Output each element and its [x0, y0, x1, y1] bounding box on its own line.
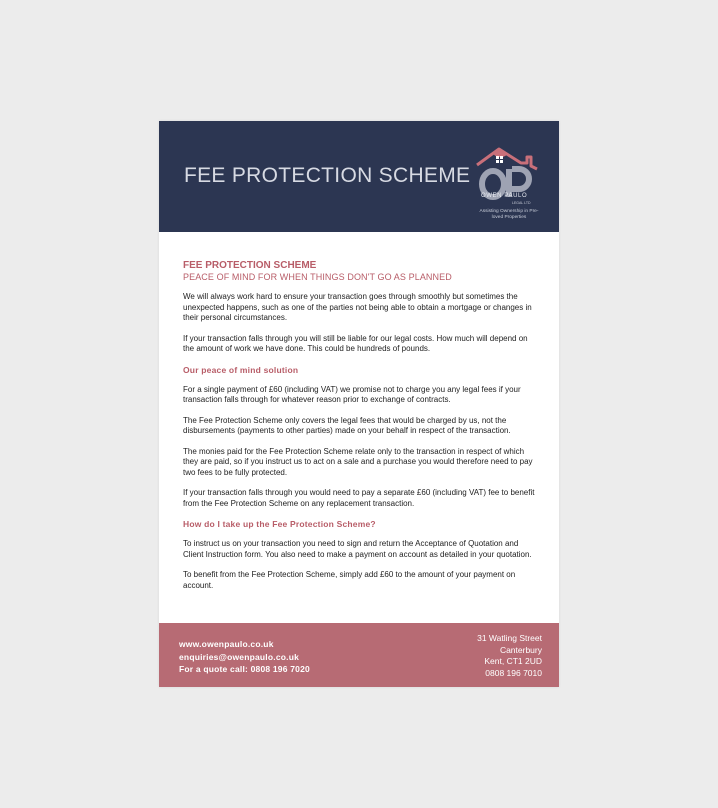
footer-bar [159, 623, 559, 687]
take-up-paragraph: To benefit from the Fee Protection Scheme, simply add £60 to the amount of your payment on account. [183, 570, 516, 590]
address-line: Canterbury [499, 644, 542, 655]
solution-paragraph: The monies paid for the Fee Protection Scheme relate only to the transaction in respect of which they are paid, so if you instruct us to act on a sale and a purchase you would therefore need to pay two fees to be fully protected. [183, 446, 533, 477]
header-banner [159, 121, 559, 232]
take-up-paragraph: To instruct us on your transaction you need to sign and return the Acceptance of Quotation and Client Instruction form. You also need to make a payment on account as detailed in your quotation. [183, 539, 532, 559]
document-page [159, 121, 559, 687]
document-title: FEE PROTECTION SCHEME [183, 260, 317, 271]
address-line: 31 Watling Street [477, 633, 542, 643]
intro-paragraph: If your transaction falls through you will still be liable for our legal costs. How much will depend on the amount of work we have done. This could be hundreds of pounds. [183, 333, 528, 353]
solution-paragraph: The Fee Protection Scheme only covers the legal fees that would be charged by us, not the disbursements (payments to other parties) made on your behalf in respect of the transaction. [183, 415, 511, 435]
footer-address [477, 633, 542, 679]
logo-suffix: LEGAL LTD [512, 201, 531, 205]
quote-phone: For a quote call: 0808 196 7020 [179, 664, 310, 674]
document-body [183, 260, 535, 601]
website-link[interactable]: www.owenpaulo.co.uk [179, 639, 274, 649]
header-title: FEE PROTECTION SCHEME [184, 164, 471, 187]
address-line: Kent, CT1 2UD [484, 656, 542, 666]
company-logo [473, 145, 545, 225]
address-phone: 0808 196 7010 [485, 667, 542, 678]
section-heading-solution: Our peace of mind solution [183, 364, 299, 375]
logo-tagline: Assisting Ownership in Pre-loved Properties [479, 209, 539, 220]
footer-contact [179, 638, 310, 676]
solution-paragraph: For a single payment of £60 (including VAT) we promise not to charge you any legal fees if your transaction falls through for whatever reason prior to exchange of contracts. [183, 384, 521, 404]
section-heading-take-up: How do I take up the Fee Protection Scheme? [183, 519, 376, 529]
email-link[interactable]: enquiries@owenpaulo.co.uk [179, 651, 300, 662]
intro-paragraph: We will always work hard to ensure your transaction goes through smoothly but sometimes the unexpected happens, such as one of the parties not being able to obtain a mortgage or changes in their personal circumstances. [183, 292, 532, 322]
document-subtitle: PEACE OF MIND FOR WHEN THINGS DON'T GO AS PLANNED [183, 272, 452, 282]
logo-name: OWEN PAULO [481, 193, 528, 199]
solution-paragraph: If your transaction falls through you would need to pay a separate £60 (including VAT) fee to benefit from the Fee Protection Scheme on any replacement transaction. [183, 488, 535, 508]
